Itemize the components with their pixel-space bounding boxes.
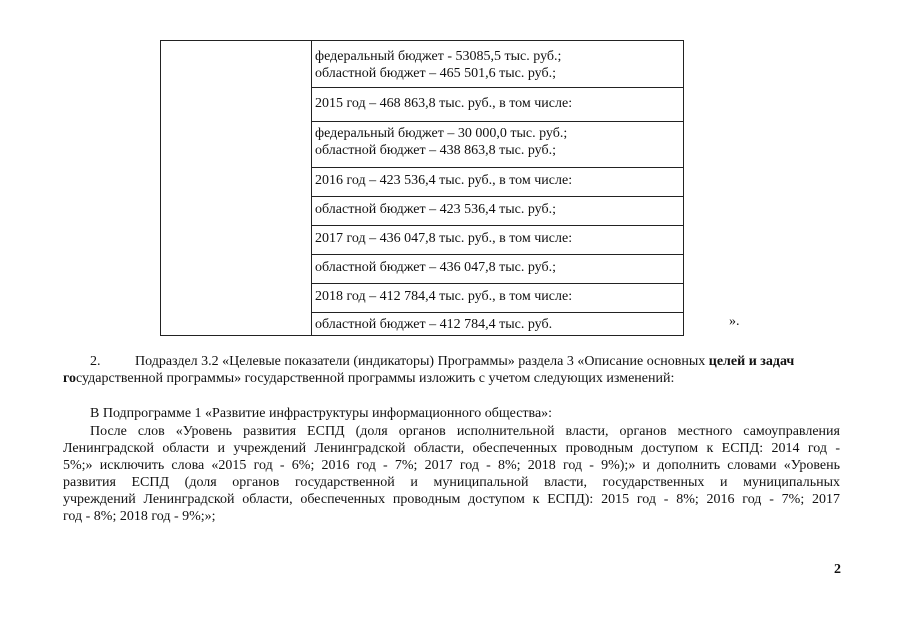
table-row-rule <box>311 87 683 88</box>
table-row: областной бюджет – 412 784,4 тыс. руб. <box>315 317 553 332</box>
subprogram-heading: В Подпрограмме 1 «Развитие инфраструктуры информационного общества»: <box>90 406 553 421</box>
table-row-rule <box>311 121 683 122</box>
table-row-rule <box>311 196 683 197</box>
item2-line2-text: сударственной программы» государственной программы изложить с учетом следующих изменений: <box>76 371 675 386</box>
item-number: 2. <box>90 354 101 369</box>
budget-table <box>160 40 684 336</box>
table-row: 2017 год – 436 047,8 тыс. руб., в том числе: <box>315 231 573 246</box>
item2-line2 <box>63 370 674 387</box>
body-line: учреждений Ленинградской области, обеспеченных проводным доступом к ЕСПД): 2015 год - 8%; 2016 год - 7%; 2017 <box>63 492 840 507</box>
item2-line1-text: Подраздел 3.2 «Целевые показатели (индикаторы) Программы» раздела 3 «Описание основных <box>135 354 706 369</box>
item2-line1-bold: целей и задач <box>708 354 795 369</box>
item2-line1 <box>135 353 794 370</box>
table-row-rule <box>311 225 683 226</box>
table-row-rule <box>311 167 683 168</box>
body-line: год - 8%; 2018 год - 9%;»; <box>63 509 216 524</box>
table-row: областной бюджет – 465 501,6 тыс. руб.; <box>315 66 556 81</box>
table-row: федеральный бюджет - 53085,5 тыс. руб.; <box>315 49 562 64</box>
item2-line2-bold: го <box>63 371 77 386</box>
closing-quote: ». <box>729 314 740 329</box>
table-row: 2015 год – 468 863,8 тыс. руб., в том числе: <box>315 96 573 111</box>
table-row: областной бюджет – 438 863,8 тыс. руб.; <box>315 143 556 158</box>
table-row-rule <box>311 283 683 284</box>
table-row: 2016 год – 423 536,4 тыс. руб., в том числе: <box>315 173 573 188</box>
table-row: федеральный бюджет – 30 000,0 тыс. руб.; <box>315 126 568 141</box>
body-line: После слов «Уровень развития ЕСПД (доля органов исполнительной власти, органов местного самоуправления <box>90 424 840 439</box>
table-column-divider <box>311 41 312 335</box>
body-line: развития ЕСПД (доля органов государственной и муниципальной власти, государственных и муниципальных <box>63 475 840 490</box>
table-row: 2018 год – 412 784,4 тыс. руб., в том числе: <box>315 289 573 304</box>
table-row-rule <box>311 312 683 313</box>
page-number: 2 <box>834 562 841 577</box>
body-line: Ленинградской области и учреждений Ленинградской области, обеспеченных проводным доступом к ЕСПД: 2014 год - <box>63 441 840 456</box>
table-row: областной бюджет – 436 047,8 тыс. руб.; <box>315 260 556 275</box>
table-row: областной бюджет – 423 536,4 тыс. руб.; <box>315 202 556 217</box>
body-line: 5%;» исключить слова «2015 год - 6%; 2016 год - 7%; 2017 год - 8%; 2018 год - 9%);» и дополнить словами «Уровень <box>63 458 840 473</box>
table-row-rule <box>311 254 683 255</box>
